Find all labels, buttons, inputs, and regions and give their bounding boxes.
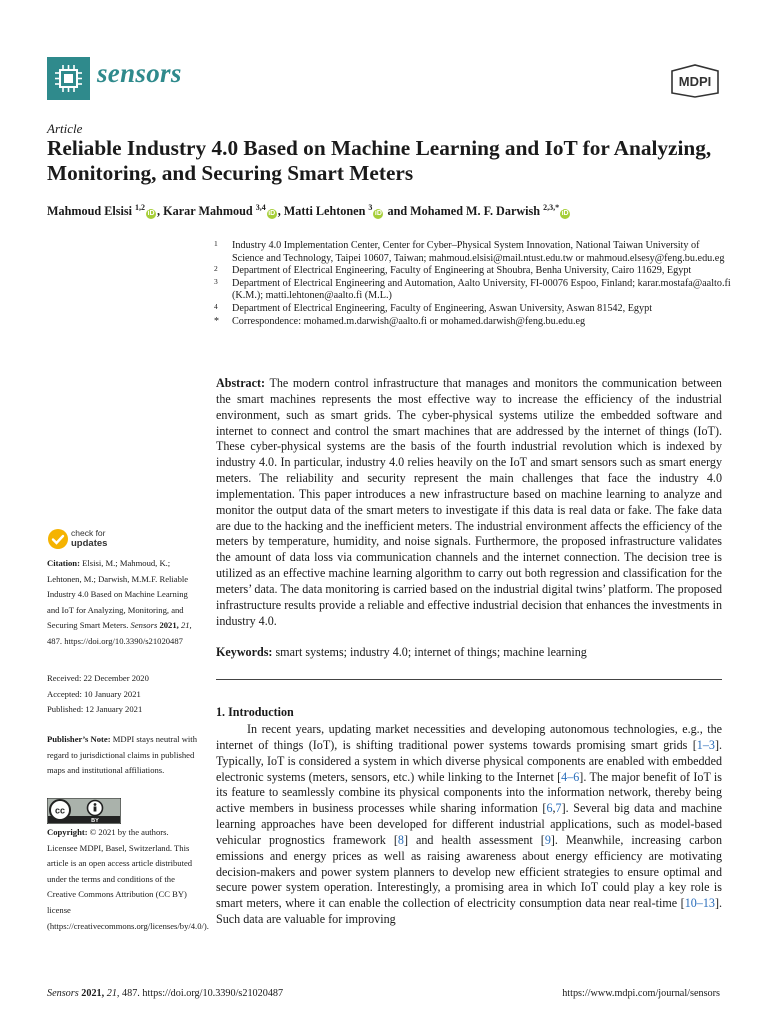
paragraph-text: ]. Such data are valuable for improving <box>216 896 722 927</box>
journal-logo-icon <box>47 57 90 100</box>
author-separator: and <box>384 204 411 219</box>
author-affiliation-sup: 3,4 <box>255 203 266 212</box>
orcid-icon[interactable]: iD <box>147 210 155 218</box>
svg-text:MDPI: MDPI <box>678 74 712 89</box>
affiliations <box>212 240 732 328</box>
reference-link[interactable]: 7 <box>555 801 562 816</box>
reference-link[interactable]: 10–13 <box>684 896 715 911</box>
paragraph-text: ]. Meanwhile, increasing carbon emissions and energy prices as well as raising awareness about energy efficiency are motivating decision-makers and power system planners to develop new efficient strategies to ensure optimal and secure power system operation. Interestingly, a promising area in which IoT could play a key role is smart meters, where it can enable the collection of electricity consumption data near real-time [ <box>216 832 723 911</box>
reference-link[interactable]: 4–6 <box>561 769 580 784</box>
author-affiliation-sup: 3 <box>368 203 373 212</box>
orcid-icon[interactable]: iD <box>561 210 569 218</box>
copyright-text: © 2021 by the authors. Licensee MDPI, Basel, Switzerland. This article is an open access article distributed under the terms and conditions of the Creative Commons Attribution (CC BY) license (https://creativecommons.org/licenses/by/4.0/). <box>47 827 209 931</box>
svg-text:cc: cc <box>54 805 66 816</box>
check-for-label: check for <box>71 528 106 538</box>
journal-url-link[interactable]: https://www.mdpi.com/journal/sensors <box>562 988 720 999</box>
abstract-text: The modern control infrastructure that manages and monitors the communication between the smart machines represents the most effective way to increase the efficiency of the industrial environment, such as smart grids. The cyber-physical systems utilize the embedded software and internet to connect and control the smart machines that are addressed by the internet of things (IoT). These cyber-physical systems are the basis of the fourth industrial revolution which is indexed by industry 4.0. In particular, industry 4.0 relies heavily on the IoT and smart sensors such as smart energy meters. The reliability and security represent the main challenges that face the industry 4.0 implementation. This paper introduces a new infrastructure based on machine learning to analyze and monitor the output data of the smart meters to investigate if this data is real data or fake. The fake data are due to the hacking and the inefficient meters. The industrial environment affects the efficiency of the meters by temperature, humidity, and noise signals. Furthermore, the proposed infrastructure validates the amount of data loss via communication channels and the internet connection. The decision tree is utilized as an effective machine learning algorithm to carry out both regression and classification for the meters’ data. The data monitoring is carried based on the industrial digital twins’ platform. The proposed infrastructure results provide a reliable and effective industrial decision that enhances the investments in industry 4.0. <box>216 376 722 628</box>
author-separator: , <box>277 204 284 219</box>
affiliation-item <box>212 265 732 278</box>
introduction-paragraph <box>216 722 722 928</box>
keywords <box>216 645 722 660</box>
affiliation-item <box>212 278 732 303</box>
affiliation-item <box>212 316 732 329</box>
footer-volume: 21, <box>106 988 120 999</box>
introduction-body <box>216 722 722 928</box>
article-type: Article <box>47 121 83 136</box>
author-affiliation-sup: 1,2 <box>135 203 146 212</box>
affiliation-marker: 4 <box>214 301 218 311</box>
keywords-label: Keywords: <box>216 645 273 659</box>
citation-page: 487. <box>47 635 63 646</box>
reference-link[interactable]: 8 <box>397 832 404 847</box>
reference-link[interactable]: 6 <box>546 801 553 816</box>
svg-text:BY: BY <box>91 818 99 824</box>
check-for-updates-button[interactable] <box>71 529 107 548</box>
reference-link[interactable]: 1–3 <box>696 737 715 752</box>
citation-year: 2021, <box>159 620 179 631</box>
section-heading: 1. Introduction <box>216 705 294 719</box>
abstract <box>216 376 722 630</box>
author-list <box>47 203 727 219</box>
reference-link[interactable]: 9 <box>544 832 551 847</box>
paragraph-text: ]. Several big data and machine learning approaches have been developed for different industrial applications, such as model-based vehicular prognostics framework [ <box>216 801 722 847</box>
orcid-icon[interactable]: iD <box>268 210 276 218</box>
paragraph-text: ]. The major benefit of IoT is its feature to seamlessly combine its physical components into the information network, thereby being active members in business processes while sharing information [ <box>216 769 722 816</box>
affiliation-marker: 2 <box>214 264 218 274</box>
copyright-notice <box>47 825 209 934</box>
affiliation-text: Department of Electrical Engineering, Faculty of Engineering at Shoubra, Benha University, Cairo 11629, Egypt <box>232 265 692 277</box>
published-date: Published: 12 January 2021 <box>47 704 143 715</box>
paragraph-text: ]. Typically, IoT is considered a system in which diverse physical components are enabled with embedded electronic systems (meters, sensors, etc.) while linking to the Internet [ <box>216 737 722 784</box>
mdpi-logo-icon <box>668 63 722 99</box>
affiliation-item <box>212 303 732 316</box>
affiliation-marker: * <box>214 315 219 327</box>
footer-year: 2021, <box>81 988 105 999</box>
footer-citation <box>47 988 283 999</box>
copyright-label: Copyright: <box>47 827 88 837</box>
paragraph-text: In recent years, updating market necessities and developing autonomous technologies, e.g., the internet of things (IoT), is shifting traditional power systems towards promising smart grids [ <box>216 722 722 752</box>
received-date: Received: 22 December 2020 <box>47 673 149 683</box>
citation-doi-link[interactable]: https://doi.org/10.3390/s21020487 <box>64 635 183 646</box>
footer-journal: Sensors <box>47 988 79 999</box>
publisher-note <box>47 732 199 779</box>
affiliation-item <box>212 240 732 265</box>
citation-block <box>47 556 199 650</box>
publisher-note-text: MDPI stays neutral with regard to jurisdictional claims in published maps and institutional affiliations. <box>47 734 197 776</box>
citation-volume: 21, <box>180 620 192 631</box>
author-affiliation-sup: 2,3,* <box>543 203 560 212</box>
author-name[interactable]: Karar Mahmoud <box>163 204 253 219</box>
author-name[interactable]: Mahmoud Elsisi <box>47 204 132 219</box>
section-divider <box>216 679 722 680</box>
affiliation-text: Department of Electrical Engineering and Automation, Aalto University, FI-00076 Espoo, Finland; karar.mostafa@aalto.fi (K.M.); matti.lehtonen@aalto.fi (M.L.) <box>232 277 731 302</box>
publication-dates <box>47 671 199 718</box>
citation-text: Elsisi, M.; Mahmoud, K.; Lehtonen, M.; Darwish, M.M.F. Reliable Industry 4.0 Based on Machine Learning and IoT for Analyzing, Monitoring, and Securing Smart Meters. <box>47 558 189 631</box>
journal-name: sensors <box>97 58 182 88</box>
author-name[interactable]: Mohamed M. F. Darwish <box>410 204 541 219</box>
cc-by-license-icon[interactable] <box>47 798 121 824</box>
article-title: Reliable Industry 4.0 Based on Machine Learning and IoT for Analyzing, Monitoring, and Securing Smart Meters <box>47 136 712 185</box>
citation-label: Citation: <box>47 558 80 568</box>
abstract-label: Abstract: <box>216 376 266 390</box>
affiliation-marker: 3 <box>214 276 218 286</box>
footer-doi-link[interactable]: 487. https://doi.org/10.3390/s21020487 <box>122 988 284 999</box>
keywords-text: smart systems; industry 4.0; internet of things; machine learning <box>275 645 587 659</box>
paragraph-text: ] and health assessment [ <box>403 832 545 847</box>
affiliation-text: Industry 4.0 Implementation Center, Center for Cyber–Physical System Innovation, National Taiwan University of Science and Technology, Taipei 10607, Taiwan; mahmoud.elsisi@mail.ntust.edu.tw or mahmoud.elsesy@feng.bu.edu.eg <box>232 240 725 264</box>
author-name[interactable]: Matti Lehtonen <box>283 204 366 219</box>
check-for-updates-icon[interactable] <box>47 528 69 550</box>
affiliation-marker: 1 <box>214 239 218 248</box>
affiliation-text: Department of Electrical Engineering, Faculty of Engineering, Aswan University, Aswan 81542, Egypt <box>232 302 653 314</box>
citation-journal: Sensors <box>130 620 158 631</box>
updates-label: updates <box>71 537 108 549</box>
author-separator: , <box>157 204 164 219</box>
publisher-note-label: Publisher’s Note: <box>47 734 111 744</box>
affiliation-text: Correspondence: mohamed.m.darwish@aalto.fi or mohamed.darwish@feng.bu.edu.eg <box>232 315 586 327</box>
accepted-date: Accepted: 10 January 2021 <box>47 688 141 699</box>
orcid-icon[interactable]: iD <box>374 210 382 218</box>
paragraph-text: , <box>552 801 556 816</box>
